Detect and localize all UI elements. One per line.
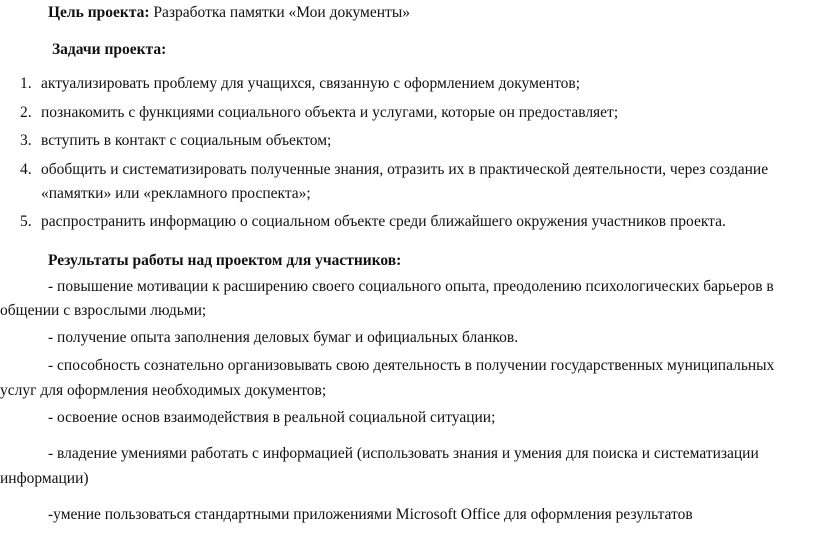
task-number: 1.: [20, 75, 32, 92]
task-number: 3.: [20, 132, 32, 149]
task-item: распространить информацию о социальном объекте среди ближайшего окружения участников проекта.: [41, 213, 726, 230]
task-number: 4.: [20, 161, 32, 178]
task-item: познакомить с функциями социального объекта и услугами, которые он предоставляет;: [41, 104, 619, 121]
task-number: 5.: [20, 213, 32, 230]
task-item-continued: «памятки» или «рекламного проспекта»;: [41, 185, 311, 202]
task-number: 2.: [20, 104, 32, 121]
result-item-continued: информации): [0, 470, 89, 487]
results-heading: Результаты работы над проектом для участников:: [48, 252, 402, 269]
result-item: -умение пользоваться стандартными приложениями Microsoft Office для оформления результатов: [48, 506, 693, 523]
tasks-heading: Задачи проекта:: [52, 41, 167, 58]
result-item: - способность сознательно организовывать свою деятельность в получении государственных муниципальных: [48, 357, 775, 374]
task-item: обобщить и систематизировать полученные знания, отразить их в практической деятельности, через создание: [41, 161, 769, 178]
project-goal-text: Разработка памятки «Мои документы»: [149, 4, 410, 21]
project-goal-label: Цель проекта:: [48, 4, 150, 21]
result-item: - владение умениями работать с информацией (использовать знания и умения для поиска и систематизации: [48, 445, 759, 462]
result-item: - повышение мотивации к расширению своего социального опыта, преодолению психологических барьеров в: [48, 278, 774, 295]
task-item: вступить в контакт с социальным объектом;: [41, 132, 332, 149]
task-item: актуализировать проблему для учащихся, связанную с оформлением документов;: [41, 75, 581, 92]
result-item-continued: услуг для оформления необходимых документов;: [0, 382, 327, 399]
result-item-continued: общении с взрослыми людьми;: [0, 302, 207, 319]
result-item: - освоение основ взаимодействия в реальной социальной ситуации;: [48, 409, 496, 426]
project-goal: [48, 3, 410, 23]
result-item: - получение опыта заполнения деловых бумаг и официальных бланков.: [48, 329, 519, 346]
